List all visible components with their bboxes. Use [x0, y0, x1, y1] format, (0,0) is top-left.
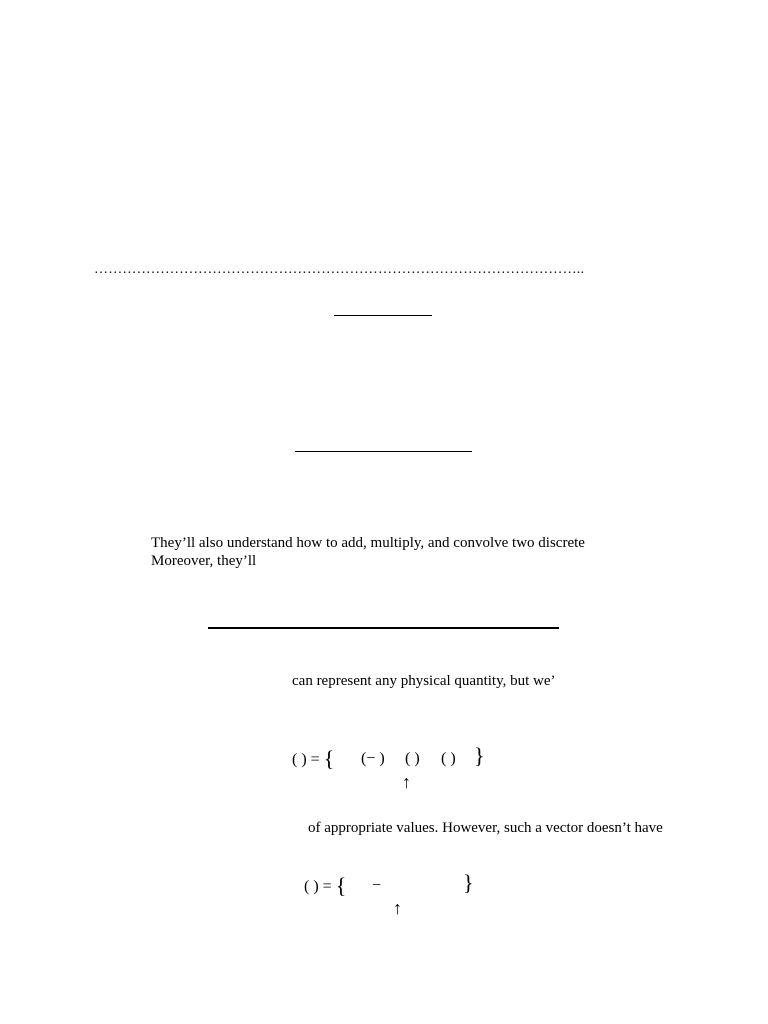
heading-underline-1	[334, 315, 432, 316]
equation-2-lhs: ( ) =	[304, 878, 332, 895]
equation-2-close-brace: }	[463, 870, 474, 895]
dotted-separator: …………………………………………………………………………………………..	[94, 262, 585, 277]
equation-1-term-1: (− )	[361, 750, 385, 767]
equation-1-term-2: ( )	[405, 750, 420, 767]
equation-2	[304, 873, 347, 898]
heading-underline-3	[208, 627, 559, 629]
paragraph-1-line-2: Moreover, they’ll	[151, 553, 257, 569]
equation-1-index-arrow: ↑	[402, 772, 411, 792]
paragraph-1-line-1: They’ll also understand how to add, multiply, and convolve two discrete	[151, 535, 585, 551]
equation-1	[292, 746, 335, 771]
paragraph-3-line-1: of appropriate values. However, such a vector doesn’t have	[308, 820, 663, 836]
equation-2-minus: −	[372, 877, 382, 894]
equation-2-open-brace: {	[335, 873, 347, 898]
equation-1-lhs: ( ) =	[292, 751, 320, 768]
equation-2-index-arrow: ↑	[393, 898, 402, 918]
paragraph-2-line-1: can represent any physical quantity, but we’	[292, 673, 556, 689]
equation-1-open-brace: {	[323, 746, 335, 771]
heading-underline-2	[295, 451, 472, 452]
equation-1-term-3: ( )	[441, 750, 456, 767]
equation-1-close-brace: }	[474, 743, 485, 768]
